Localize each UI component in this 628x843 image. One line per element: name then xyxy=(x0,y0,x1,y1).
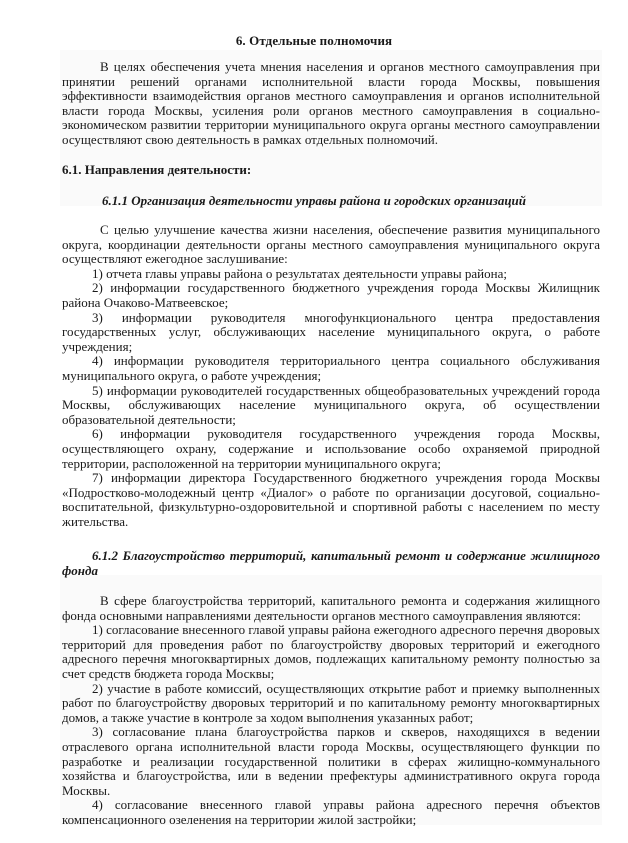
part2-body xyxy=(62,594,600,828)
list-item: 1) согласование внесенного главой управы района ежегодного адресного перечня дворовых территорий для проведения работ по благоустройству дворовых территорий и ежегодного адресного перечня многоквартирных домов, подлежащих капитальному ремонту полностью за счет средств бюджета города Москвы; xyxy=(62,622,600,681)
list-item: 2) информации государственного бюджетного учреждения города Москвы Жилищник района Очаково-Матвеевское; xyxy=(62,280,600,310)
list-item: 4) согласование внесенного главой управы района адресного перечня объектов компенсационного озеленения на территории жилой застройки; xyxy=(62,797,600,827)
intro-text: В целях обеспечения учета мнения населения и органов местного самоуправления при принятии решений органами исполнительной власти города Москвы, повышения эффективности взаимодействия органов местного самоуправления и органов исполнительной власти города Москвы, усиления роли органов местного самоуправления в социально-экономическом развитии территории муниципального округа органы местного самоуправлении осуществляют свою деятельность в рамках отдельных полномочий. xyxy=(62,59,600,147)
list-item: 1) отчета главы управы района о результатах деятельности управы района; xyxy=(92,265,507,281)
list-item: 7) информации директора Государственного бюджетного учреждения города Москвы «Подростково-молодежный центр «Диалог» о работе по организации досуговой, социально-воспитательной, физкультурно-оздоровительной и спортивной работы с населением по месту жительства. xyxy=(62,470,600,529)
list-item: 2) участие в работе комиссий, осуществляющих открытие работ и приемку выполненных работ по благоустройству дворовых территорий и по капитальному ремонту многоквартирных домов, а также участие в контроле за ходом выполнения указанных работ; xyxy=(62,680,600,725)
list-item: 3) информации руководителя многофункционального центра предоставления государственных услуг, обслуживающих население муниципального округа, о работе учреждения; xyxy=(62,309,600,354)
list-item: 5) информации руководителей государственных общеобразовательных учреждений города Москвы, обслуживающих население муниципального округа, об осуществлении образовательной деятельности; xyxy=(62,382,600,427)
part1-intro: С целью улучшение качества жизни населения, обеспечение развития муниципального округа, координации деятельности органы местного самоуправления муниципального округа осуществляют ежегодное заслушивание: xyxy=(62,222,600,267)
section-title: 6. Отдельные полномочия xyxy=(235,33,393,48)
list-item: 6) информации руководителя государственного учреждения города Москвы, осуществляющего охрану, содержание и использование особо охраняемой природной территории, расположенной на территории муниципального округа; xyxy=(62,426,600,471)
list-item: 4) информации руководителя территориального центра социального обслуживания муниципального округа, о работе учреждения; xyxy=(62,353,600,383)
part2-intro: В сфере благоустройства территорий, капитального ремонта и содержания жилищного фонда основными направлениями деятельности органов местного самоуправления являются: xyxy=(62,593,600,623)
list-item: 3) согласование плана благоустройства парков и скверов, находящихся в ведении отраслевого органа исполнительной власти города Москвы, осуществляющего функции по разработке и реализации государственной политики в сферах жилищно-коммунального хозяйства и благоустройства, или в ведении префектуры административного округа города Москвы. xyxy=(62,724,600,798)
part1-heading: 6.1.1 Организация деятельности управы района и городских организаций xyxy=(101,193,527,208)
part1-body xyxy=(62,223,600,529)
intro-paragraph xyxy=(62,60,600,148)
subsection-heading: 6.1. Направления деятельности: xyxy=(62,162,252,177)
part2-heading: 6.1.2 Благоустройство территорий, капитальный ремонт и содержание жилищного фонда xyxy=(62,548,600,578)
